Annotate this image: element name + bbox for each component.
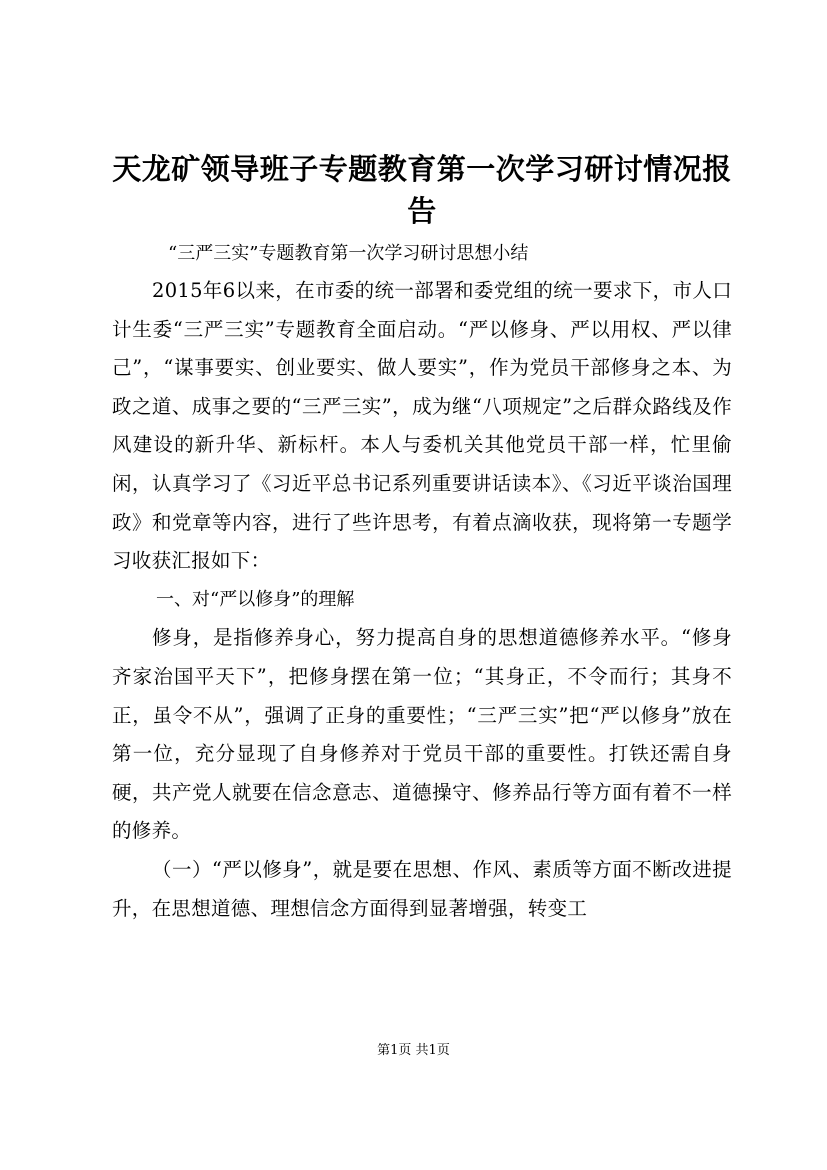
document-title: 天龙矿领导班子专题教育第一次学习研讨情况报告 [112,152,732,228]
section-paragraph: 修身，是指修养身心，努力提高自身的思想道德修养水平。“修身齐家治国平天下”，把修身摆在第一位；“其身正，不令而行；其身不正，虽令不从”，强调了正身的重要性；“三严三实”把“严以修身”放在第一位，充分显现了自身修养对于党员干部的重要性。打铁还需自身硬，共产党人就要在信念意志、道德操守、修养品行等方面有着不一样的修养。 [112,626,732,843]
page-number-label: 第1页 共1页 [377,1043,450,1058]
intro-paragraph: 2015年6以来，在市委的统一部署和委党组的统一要求下，市人口计生委“三严三实”专题教育全面启动。“严以修身、严以用权、严以律己”，“谋事要实、创业要实、做人要实”，作为党员干部修身之本、为政之道、成事之要的“三严三实”，成为继“八项规定”之后群众路线及作风建设的新升华、新标杆。本人与委机关其他党员干部一样，忙里偷闲，认真学习了《习近平总书记系列重要讲话读本》、《习近平谈治国理政》和党章等内容，进行了些许思考，有着点滴收获，现将第一专题学习收获汇报如下： [112,279,732,573]
section-heading: 一、对“严以修身”的理解 [156,588,355,610]
document-subtitle: “三严三实”专题教育第一次学习研讨思想小结 [168,243,529,264]
document-body [112,148,732,928]
subsection-paragraph: （一）“严以修身”，就是要在思想、作风、素质等方面不断改进提升，在思想道德、理想信念方面得到显著增强，转变工 [112,857,732,920]
page-footer [0,1043,827,1059]
